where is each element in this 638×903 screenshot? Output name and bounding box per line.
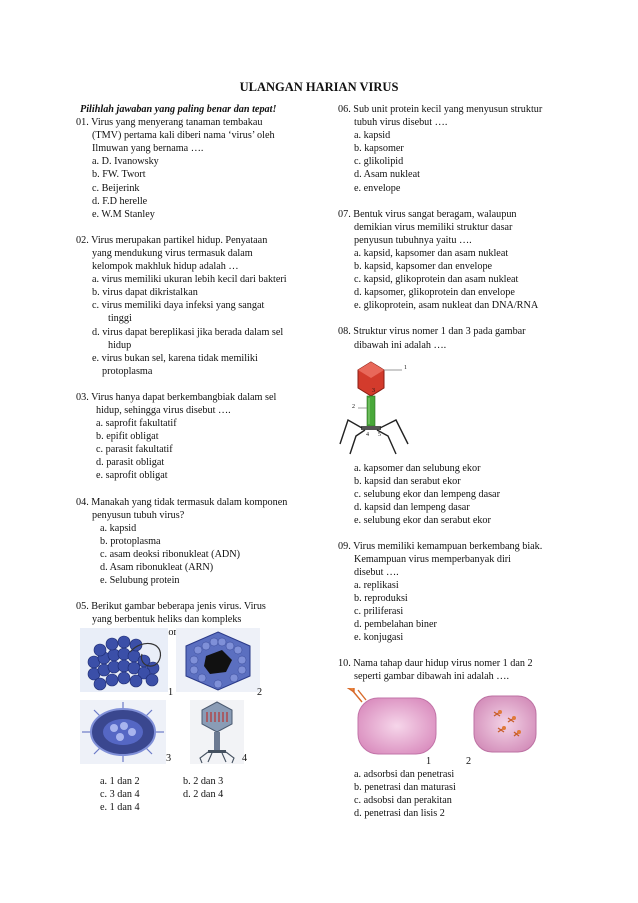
- question-text: kelompok makhluk hidup adalah …: [92, 261, 239, 273]
- question-text: demikian virus memiliki struktur dasar: [354, 221, 513, 233]
- figure-label-4: 4: [242, 753, 248, 764]
- option-a[interactable]: a. saprofit fakultatif: [96, 418, 177, 430]
- question-09-text: 09. Virus memiliki kemampuan berkembang biak.: [338, 541, 543, 552]
- bacteriophage-structure-figure: [338, 358, 418, 458]
- option-c[interactable]: c. glikolipid: [354, 156, 404, 168]
- option-d[interactable]: d. penetrasi dan lisis 2: [354, 808, 445, 819]
- option-e[interactable]: e. W.M Stanley: [92, 208, 155, 220]
- figure-label-2: 2: [466, 756, 472, 767]
- question-02: [76, 234, 326, 378]
- option-d[interactable]: d. Asam ribonukleat (ARN): [100, 562, 214, 573]
- left-column: [76, 103, 326, 639]
- page-title: ULANGAN HARIAN VIRUS: [239, 80, 399, 94]
- option-e[interactable]: e. 1 dan 4: [100, 802, 140, 813]
- question-text: tubuh virus disebut ….: [354, 117, 448, 129]
- question-text: 04. Manakah yang tidak termasuk dalam komponen: [76, 496, 288, 508]
- question-text: penyusun tubuh virus?: [92, 509, 185, 521]
- figure-label-3: 3: [166, 753, 172, 764]
- figure-label-2: 2: [352, 404, 355, 410]
- option-b[interactable]: b. kapsid, kapsomer dan envelope: [354, 261, 493, 273]
- question-09-text: disebut ….: [354, 567, 399, 578]
- question-01: [76, 116, 326, 221]
- option-d[interactable]: d. F.D herelle: [92, 195, 148, 207]
- instruction: Pilihlah jawaban yang paling benar dan tepat!: [80, 104, 277, 115]
- virus-helical-figure: [80, 628, 168, 692]
- option-b[interactable]: b. 2 dan 3: [183, 776, 224, 787]
- option-c[interactable]: c. kapsid, glikoprotein dan asam nukleat: [354, 274, 519, 286]
- option-d-continued: hidup: [108, 339, 132, 351]
- option-d[interactable]: d. kapsomer, glikoprotein dan envelope: [354, 287, 515, 299]
- question-text: 08. Struktur virus nomer 1 dan 3 pada gambar: [338, 326, 526, 338]
- figure-label-5: 5: [378, 432, 381, 438]
- virus-enveloped-figure: [80, 700, 166, 764]
- virus-bacteriophage-figure: [190, 700, 244, 764]
- option-d[interactable]: d. parasit obligat: [96, 457, 165, 469]
- option-a[interactable]: a. kapsomer dan selubung ekor: [354, 463, 481, 474]
- right-column: [338, 103, 568, 352]
- question-text: 07. Bentuk virus sangat beragam, walaupun: [338, 208, 517, 220]
- option-e[interactable]: e. glikoprotein, asam nukleat dan DNA/RNA: [354, 300, 539, 312]
- cell-stage-1-figure: [344, 688, 444, 756]
- question-04: [76, 496, 326, 588]
- question-text: yang berbentuk heliks dan kompleks: [92, 614, 242, 626]
- option-c[interactable]: c. virus memiliki daya infeksi yang sangat: [92, 300, 265, 312]
- question-06: [338, 103, 568, 195]
- option-c[interactable]: c. adsobsi dan perakitan: [354, 795, 452, 806]
- option-c[interactable]: c. selubung ekor dan lempeng dasar: [354, 489, 500, 500]
- question-text: hidup, sehingga virus disebut ….: [96, 404, 231, 416]
- option-e[interactable]: e. Selubung protein: [100, 575, 180, 587]
- option-b[interactable]: b. kapsid dan serabut ekor: [354, 476, 461, 487]
- option-e[interactable]: e. selubung ekor dan serabut ekor: [354, 515, 491, 526]
- option-a[interactable]: a. replikasi: [354, 580, 399, 591]
- option-e[interactable]: e. saprofit obligat: [96, 470, 168, 482]
- question-text: penyusun tubuhnya yaitu ….: [354, 234, 472, 246]
- question-text: 05. Berikut gambar beberapa jenis virus. Virus: [76, 601, 266, 613]
- question-text: 02. Virus merupakan partikel hidup. Penyataan: [76, 234, 268, 246]
- question-text: dibawah ini adalah ….: [354, 339, 447, 351]
- option-e[interactable]: e. virus bukan sel, karena tidak memiliki: [92, 352, 258, 364]
- question-text: 03. Virus hanya dapat berkembangbiak dalam sel: [76, 391, 277, 403]
- option-b[interactable]: b. penetrasi dan maturasi: [354, 782, 456, 793]
- option-b[interactable]: b. epifit obligat: [96, 431, 159, 443]
- question-text: Ilmuwan yang bernama ….: [92, 143, 204, 155]
- figure-label-1: 1: [168, 687, 174, 698]
- question-text: 01. Virus yang menyerang tanaman tembakau: [76, 117, 263, 129]
- option-c[interactable]: c. parasit fakultatif: [96, 444, 173, 456]
- figure-label-4: 4: [366, 432, 369, 438]
- option-e[interactable]: e. konjugasi: [354, 632, 404, 643]
- question-10-text: 10. Nama tahap daur hidup virus nomer 1 dan 2: [338, 658, 533, 669]
- option-b[interactable]: b. virus dapat dikristalkan: [92, 287, 198, 299]
- option-b[interactable]: b. FW. Twort: [92, 169, 146, 181]
- figure-label-1: 1: [426, 756, 432, 767]
- option-b[interactable]: b. protoplasma: [100, 535, 161, 547]
- option-a[interactable]: a. 1 dan 2: [100, 776, 140, 787]
- option-c[interactable]: c. Beijerink: [92, 182, 140, 194]
- option-a[interactable]: a. kapsid, kapsomer dan asam nukleat: [354, 247, 509, 259]
- question-text: 06. Sub unit protein kecil yang menyusun struktur: [338, 104, 543, 115]
- option-a[interactable]: a. kapsid: [100, 522, 137, 534]
- question-08: [338, 325, 568, 351]
- question-text: (TMV) pertama kali diberi nama ‘virus’ oleh: [92, 130, 275, 142]
- question-09-text: Kemampuan virus memperbanyak diri: [354, 554, 512, 565]
- question-03: [76, 391, 326, 483]
- option-a[interactable]: a. kapsid: [354, 130, 391, 142]
- cell-stage-2-figure: [470, 688, 540, 756]
- option-c[interactable]: c. asam deoksi ribonukleat (ADN): [100, 548, 241, 560]
- option-c[interactable]: c. 3 dan 4: [100, 789, 140, 800]
- option-d[interactable]: d. 2 dan 4: [183, 789, 224, 800]
- option-a[interactable]: a. adsorbsi dan penetrasi: [354, 769, 455, 780]
- figure-label-2: 2: [257, 687, 263, 698]
- option-c-continued: tinggi: [108, 313, 132, 325]
- option-a[interactable]: a. D. Ivanowsky: [92, 156, 159, 168]
- option-d[interactable]: d. pembelahan biner: [354, 619, 437, 630]
- option-a[interactable]: a. virus memiliki ukuran lebih kecil dari bakteri: [92, 274, 287, 286]
- option-d[interactable]: d. virus dapat bereplikasi jika berada dalam sel: [92, 326, 284, 338]
- figure-label-3: 3: [372, 388, 375, 394]
- option-c[interactable]: c. priliferasi: [354, 606, 404, 617]
- option-d[interactable]: d. kapsid dan lempeng dasar: [354, 502, 470, 513]
- question-07: [338, 208, 568, 313]
- virus-polyhedral-figure: [176, 628, 260, 692]
- option-b[interactable]: b. reproduksi: [354, 593, 408, 604]
- question-10-text: seperti gambar dibawah ini adalah ….: [354, 671, 510, 682]
- option-e[interactable]: e. envelope: [354, 182, 401, 194]
- option-b[interactable]: b. kapsomer: [354, 143, 404, 155]
- figure-label-1: 1: [404, 365, 407, 371]
- question-text: yang mendukung virus termasuk dalam: [92, 247, 253, 259]
- option-d[interactable]: d. Asam nukleat: [354, 169, 420, 181]
- option-e-continued: protoplasma: [102, 365, 153, 377]
